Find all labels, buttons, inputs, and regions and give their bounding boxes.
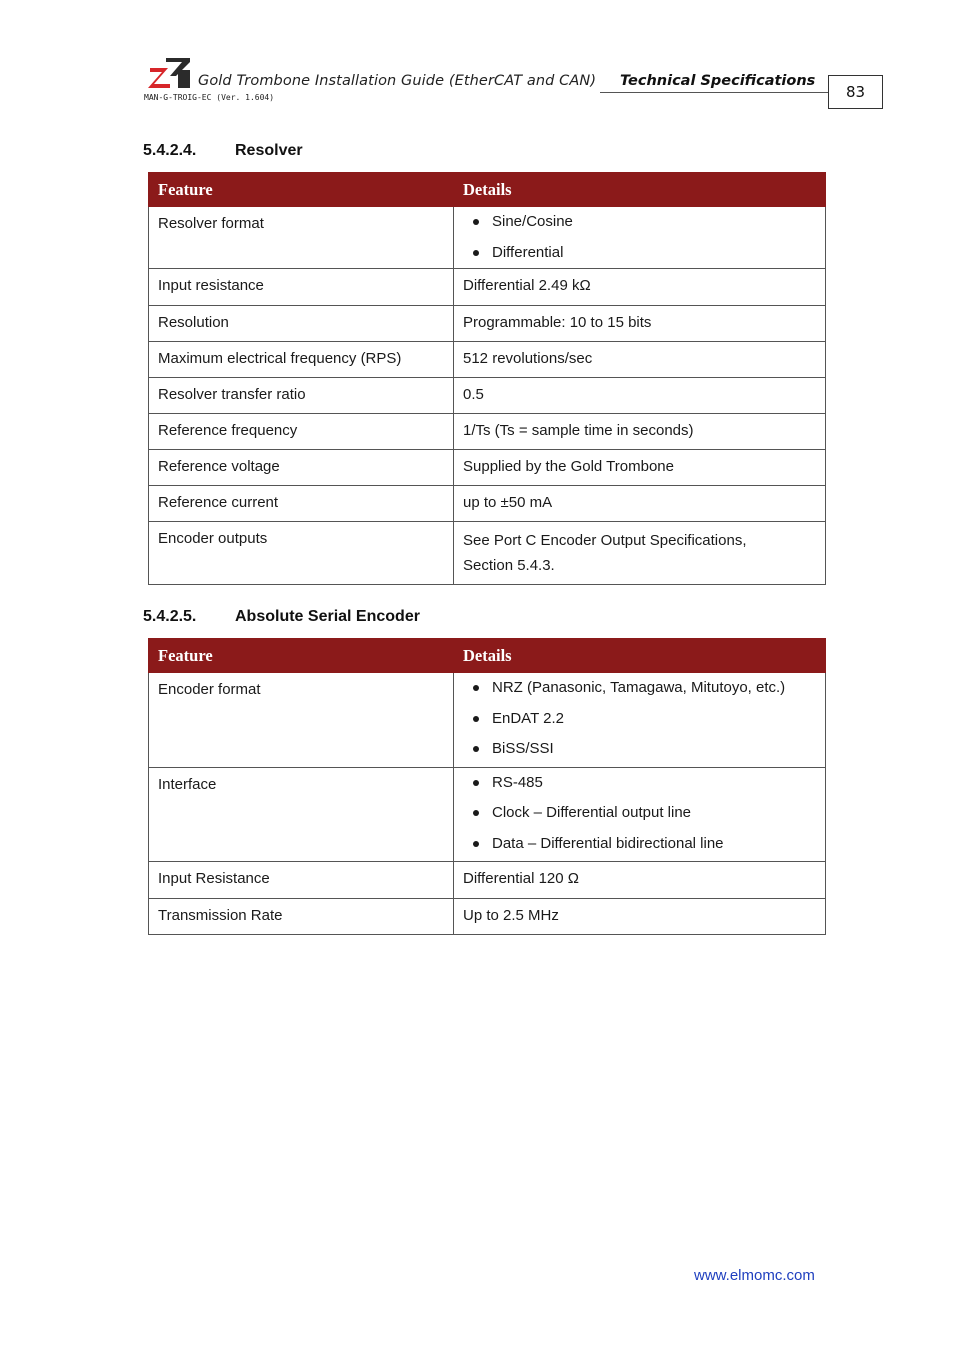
header-divider	[600, 92, 828, 93]
details-cell: Up to 2.5 MHz	[454, 899, 826, 935]
feature-cell: Interface	[149, 767, 454, 862]
details-cell: up to ±50 mA	[454, 486, 826, 522]
details-cell	[454, 673, 826, 768]
document-title: Gold Trombone Installation Guide (EtherCAT and CAN)	[198, 73, 597, 89]
details-cell	[454, 767, 826, 862]
bullet-item: Data – Differential bidirectional line	[463, 829, 816, 860]
table-row	[149, 306, 826, 342]
details-cell: Supplied by the Gold Trombone	[454, 450, 826, 486]
feature-cell: Resolution	[149, 306, 454, 342]
column-header-details: Details	[454, 173, 826, 207]
bullet-list	[463, 673, 816, 765]
table-row	[149, 378, 826, 414]
resolver-table	[148, 172, 826, 585]
serial-encoder-section-number: 5.4.2.5.	[143, 608, 197, 625]
serial-encoder-table	[148, 638, 826, 935]
details-cell: 512 revolutions/sec	[454, 342, 826, 378]
bullet-item: Sine/Cosine	[463, 207, 816, 238]
details-cell: 1/Ts (Ts = sample time in seconds)	[454, 414, 826, 450]
feature-cell: Resolver transfer ratio	[149, 378, 454, 414]
bullet-item: NRZ (Panasonic, Tamagawa, Mitutoyo, etc.)	[463, 673, 816, 704]
feature-cell: Transmission Rate	[149, 899, 454, 935]
table-header-row	[149, 639, 826, 673]
details-cell: Programmable: 10 to 15 bits	[454, 306, 826, 342]
column-header-feature: Feature	[149, 639, 454, 673]
table-row	[149, 899, 826, 935]
table-row	[149, 486, 826, 522]
bullet-list	[463, 768, 816, 860]
serial-encoder-section-title: Absolute Serial Encoder	[235, 608, 420, 625]
table-row	[149, 450, 826, 486]
column-header-details: Details	[454, 639, 826, 673]
details-cell: Differential 2.49 kΩ	[454, 269, 826, 306]
bullet-item: EnDAT 2.2	[463, 704, 816, 735]
resolver-section-title: Resolver	[235, 142, 303, 159]
feature-cell: Reference frequency	[149, 414, 454, 450]
serial-encoder-heading	[143, 608, 420, 626]
feature-cell: Reference voltage	[149, 450, 454, 486]
details-cell: 0.5	[454, 378, 826, 414]
bullet-item: Clock – Differential output line	[463, 798, 816, 829]
feature-cell: Maximum electrical frequency (RPS)	[149, 342, 454, 378]
table-row	[149, 414, 826, 450]
table-row	[149, 767, 826, 862]
website-link[interactable]: www.elmomc.com	[694, 1267, 815, 1284]
details-line: See Port C Encoder Output Specifications,	[463, 532, 747, 549]
table-header-row	[149, 173, 826, 207]
bullet-item: RS-485	[463, 768, 816, 799]
table-row	[149, 673, 826, 768]
resolver-heading	[143, 142, 303, 160]
feature-cell: Reference current	[149, 486, 454, 522]
table-row	[149, 207, 826, 269]
column-header-feature: Feature	[149, 173, 454, 207]
document-version: MAN-G-TROIG-EC (Ver. 1.604)	[144, 93, 275, 102]
bullet-item: BiSS/SSI	[463, 734, 816, 765]
bullet-item: Differential	[463, 238, 816, 269]
details-cell: Differential 120 Ω	[454, 862, 826, 899]
table-row	[149, 269, 826, 306]
details-cell	[454, 522, 826, 585]
table-row	[149, 342, 826, 378]
feature-cell: Input Resistance	[149, 862, 454, 899]
table-row	[149, 522, 826, 585]
elmo-logo	[148, 58, 190, 88]
resolver-section-number: 5.4.2.4.	[143, 142, 197, 159]
feature-cell: Encoder format	[149, 673, 454, 768]
feature-cell: Encoder outputs	[149, 522, 454, 585]
page-number: 83	[828, 75, 883, 109]
details-cell	[454, 207, 826, 269]
chapter-title: Technical Specifications	[620, 73, 816, 89]
table-row	[149, 862, 826, 899]
details-line: Section 5.4.3.	[463, 557, 555, 574]
bullet-list	[463, 207, 816, 268]
feature-cell: Resolver format	[149, 207, 454, 269]
page-header	[0, 0, 954, 115]
feature-cell: Input resistance	[149, 269, 454, 306]
